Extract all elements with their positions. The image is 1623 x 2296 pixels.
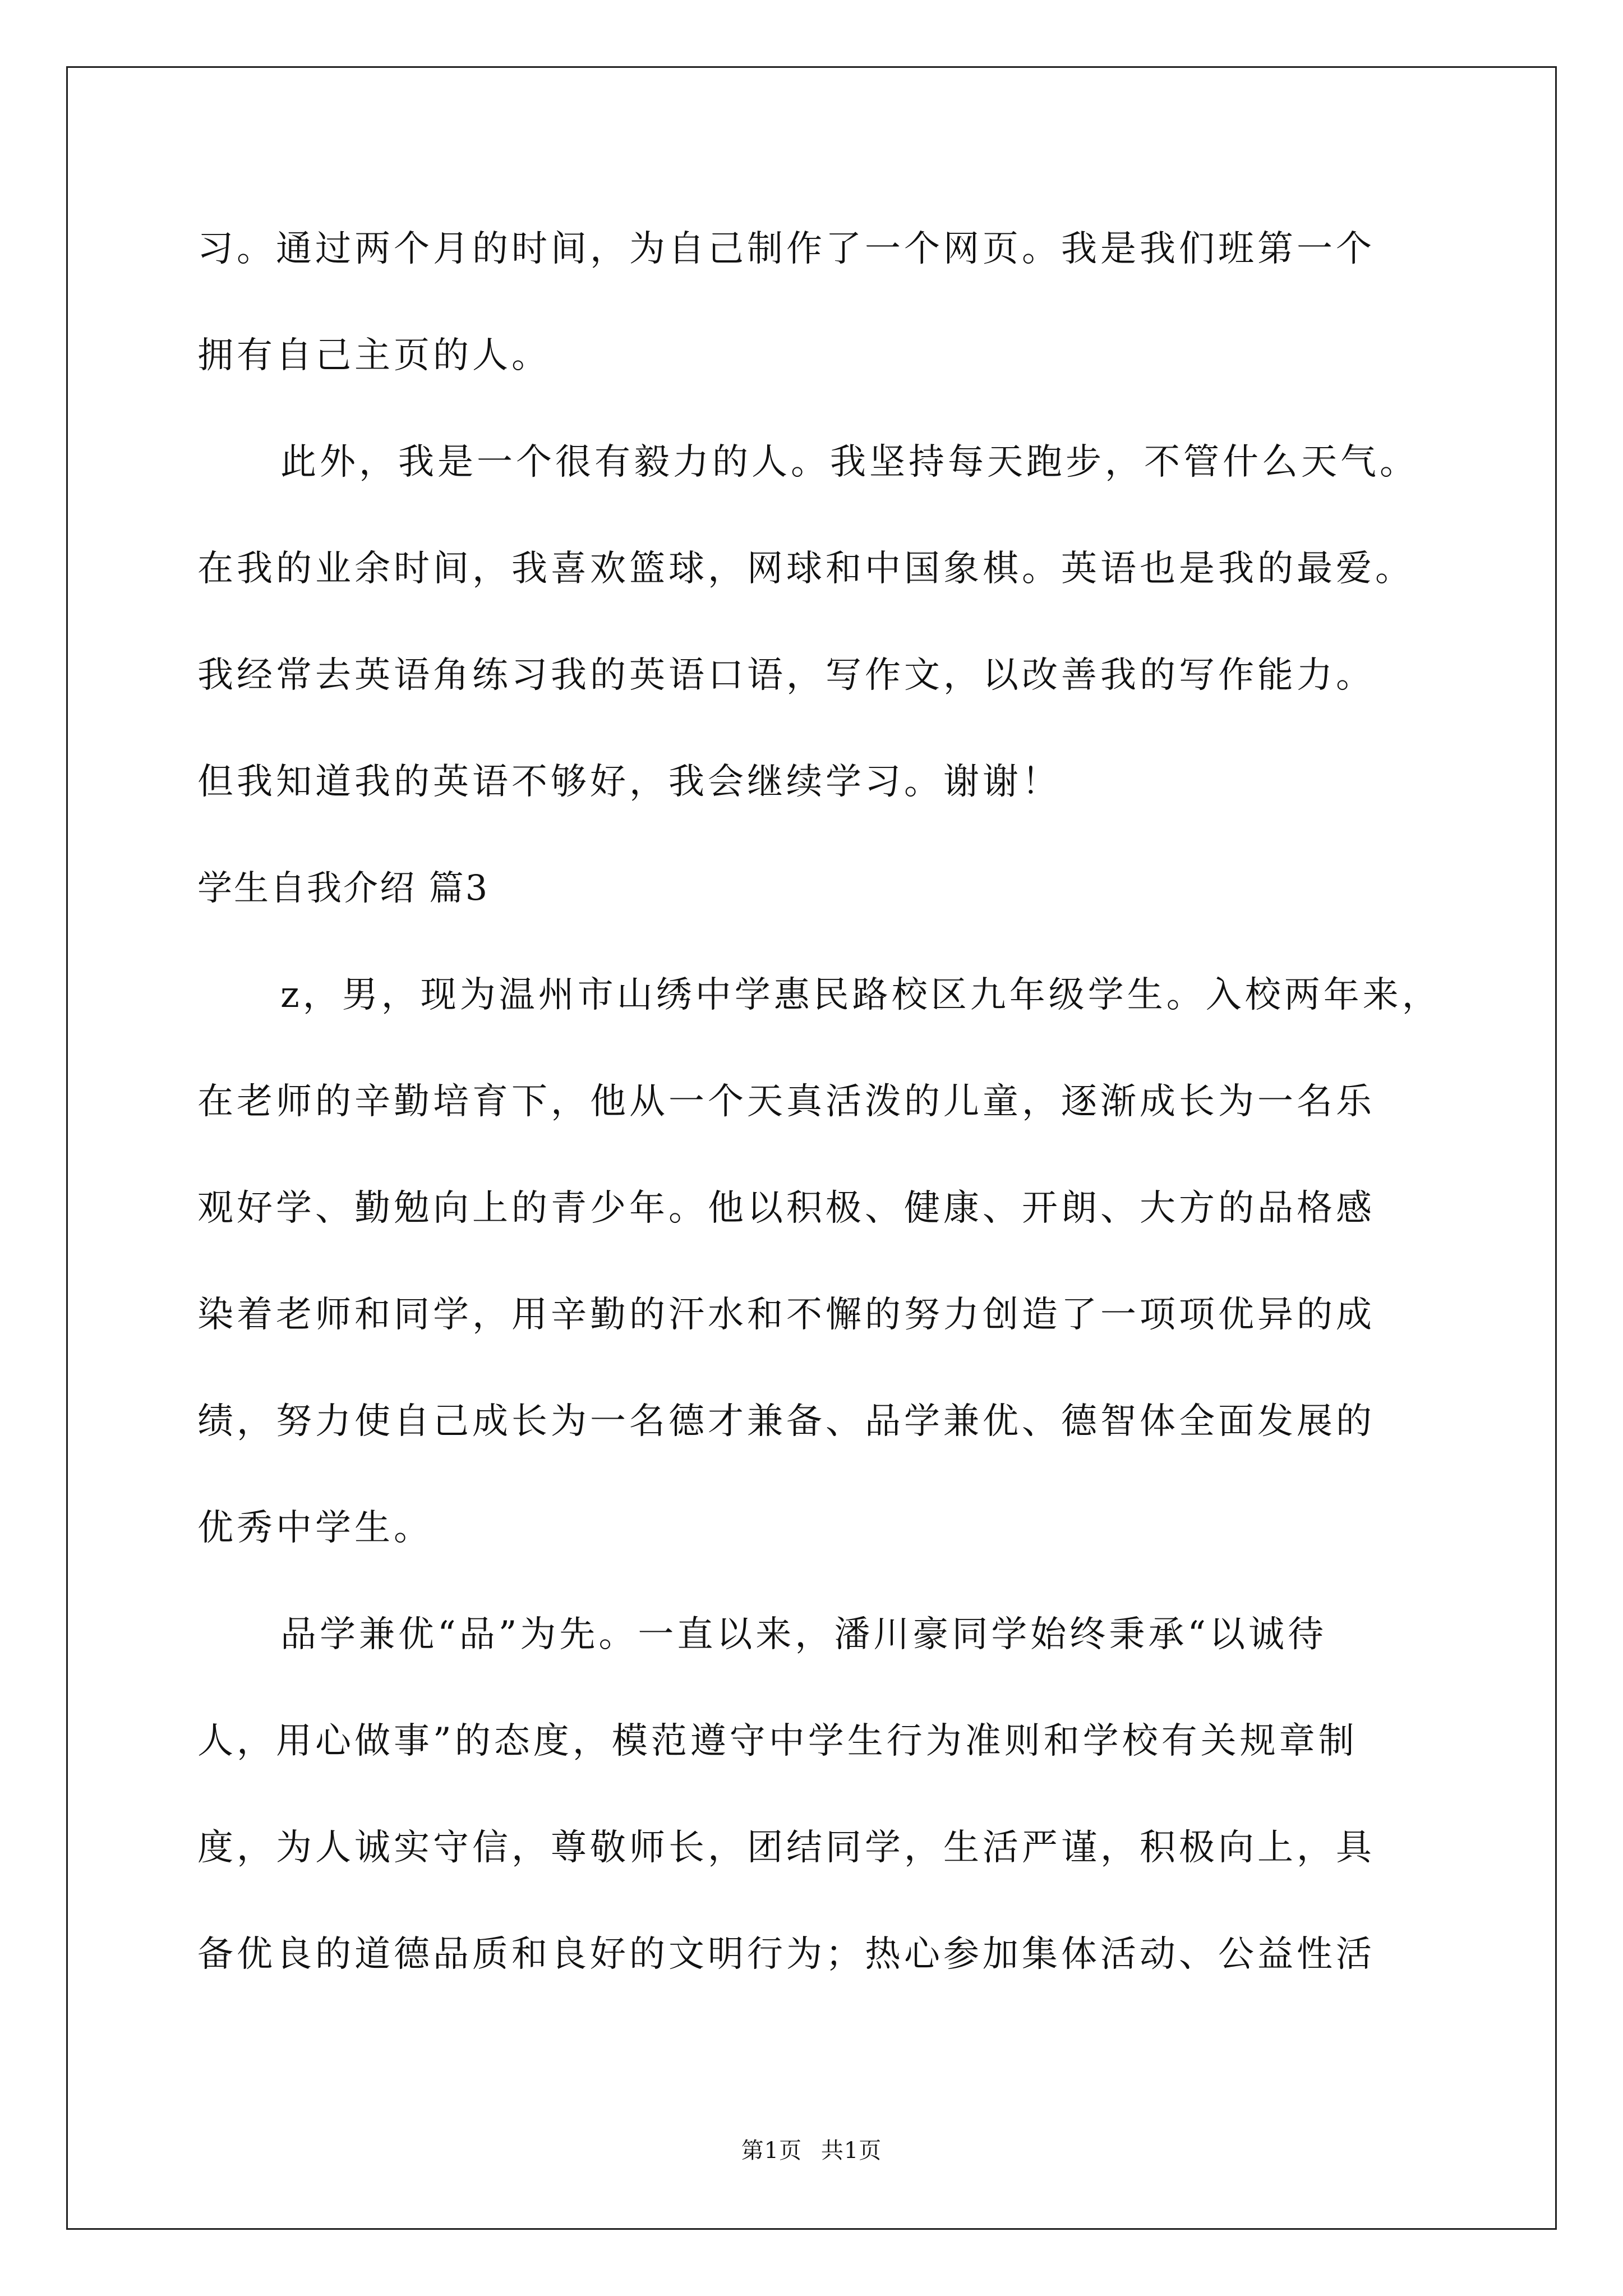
paragraph-line: 我经常去英语角练习我的英语口语，写作文，以改善我的写作能力。 <box>197 655 1375 696</box>
page-border <box>66 66 1557 2230</box>
paragraph-line: 绩，努力使自己成长为一名德才兼备、品学兼优、德智体全面发展的 <box>197 1401 1375 1442</box>
paragraph-line: 备优良的道德品质和良好的文明行为；热心参加集体活动、公益性活 <box>197 1934 1375 1975</box>
paragraph-line: 拥有自己主页的人。 <box>197 335 551 376</box>
paragraph-line: z，男，现为温州市山绣中学惠民路校区九年级学生。入校两年来， <box>280 974 1441 1016</box>
paragraph-line: 优秀中学生。 <box>197 1507 433 1549</box>
paragraph-line: 在我的业余时间，我喜欢篮球，网球和中国象棋。英语也是我的最爱。 <box>197 548 1414 590</box>
paragraph-line: 此外，我是一个很有毅力的人。我坚持每天跑步，不管什么天气。 <box>280 441 1419 483</box>
page-number: 第1页 <box>741 2138 803 2164</box>
page-total: 共1页 <box>820 2138 882 2164</box>
paragraph-line: 人，用心做事”的态度，模范遵守中学生行为准则和学校有关规章制 <box>197 1720 1358 1762</box>
paragraph-line: 但我知道我的英语不够好，我会继续学习。谢谢！ <box>197 761 1061 803</box>
paragraph-line: 染着老师和同学，用辛勤的汗水和不懈的努力创造了一项项优异的成 <box>197 1294 1375 1336</box>
page-footer <box>0 2133 1623 2165</box>
paragraph-line: 观好学、勤勉向上的青少年。他以积极、健康、开朗、大方的品格感 <box>197 1188 1375 1229</box>
paragraph-line: 在老师的辛勤培育下，他从一个天真活泼的儿童，逐渐成长为一名乐 <box>197 1081 1375 1122</box>
paragraph-line: 习。通过两个月的时间，为自己制作了一个网页。我是我们班第一个 <box>197 228 1375 270</box>
paragraph-line: 度，为人诚实守信，尊敬师长，团结同学，生活严谨，积极向上，具 <box>197 1827 1375 1869</box>
paragraph-line: 品学兼优“品”为先。一直以来，潘川豪同学始终秉承“以诚待 <box>280 1614 1327 1655</box>
section-heading: 学生自我介绍 篇3 <box>197 867 490 908</box>
